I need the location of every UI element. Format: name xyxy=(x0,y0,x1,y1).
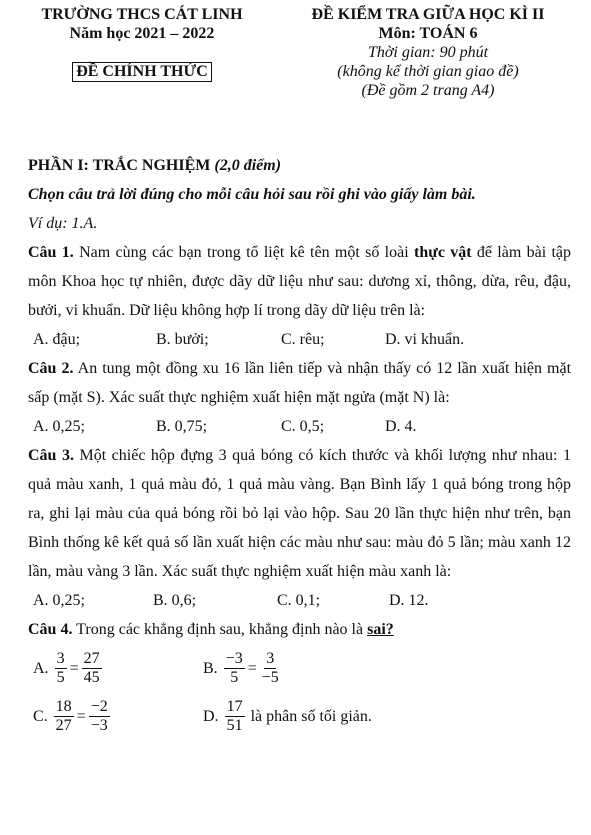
exam-title: ĐỀ KIỂM TRA GIỮA HỌC KÌ II xyxy=(311,6,545,23)
question-3: Câu 3. Một chiếc hộp đựng 3 quả bóng có kích thước và khối lượng như nhau: 1 quả màu xanh, 1 quả màu đỏ, 1 quả màu vàng. Bạn Bình lấy 1 quả bóng trong hộp ra, ghi lại màu của quả bóng rồi bỏ lại vào hộp. Sau 20 lần thực hiện như trên, bạn Bình thống kê kết quả số lần xuất hiện các màu như sau: màu đỏ 5 lần; màu xanh 12 lần, màu vàng 3 lần. Xác suất thực nghiệm xuất hiện màu xanh là: xyxy=(28,447,572,580)
option-b: B. $\frac{-3}{5}$ = $\frac{3}{-5}$ xyxy=(203,649,279,686)
exam-time: Thời gian: 90 phút xyxy=(367,44,489,61)
option: B. 0,6; xyxy=(153,592,197,609)
question-2: Câu 2. An tung một đồng xu 16 lần liên tiếp và nhận thấy có 12 lần xuất hiện mặt sấp (mặt S). Xác suất thực nghiệm xuất hiện mặt ngửa (mặt N) là: xyxy=(28,360,572,406)
question-label: Câu 4. xyxy=(28,621,73,638)
fraction: $\frac{27}{45}$ xyxy=(83,649,100,686)
option: A. 0,25; xyxy=(33,418,85,435)
question-2-options xyxy=(28,412,571,441)
option: D. 12. xyxy=(389,592,429,609)
question-4-options-row-2 xyxy=(28,692,571,740)
school-year: Năm học 2021 – 2022 xyxy=(69,25,215,42)
emphasis-wrong: sai? xyxy=(367,621,394,638)
option: A. đậu; xyxy=(33,331,81,348)
header-right xyxy=(278,5,578,100)
fraction: $\frac{3}{5}$ xyxy=(56,649,65,686)
fraction: $\frac{17}{51}$ xyxy=(226,697,243,734)
equals-sign: = xyxy=(76,707,86,725)
option: D. vi khuẩn. xyxy=(385,331,465,348)
example: Ví dụ: 1.A. xyxy=(28,215,98,232)
official-badge: ĐỀ CHÍNH THỨC xyxy=(72,62,212,82)
exam-body xyxy=(28,151,571,740)
option-c: C. $\frac{18}{27}$ = $\frac{-2}{-3}$ xyxy=(33,697,108,734)
option: C. 0,1; xyxy=(277,592,321,609)
question-1-options xyxy=(28,325,571,354)
exam-time-note: (không kể thời gian giao đề) xyxy=(337,63,519,80)
fraction: $\frac{18}{27}$ xyxy=(55,697,72,734)
equals-sign: = xyxy=(247,659,257,677)
fraction: $\frac{3}{-5}$ xyxy=(261,649,279,686)
option: B. bưởi; xyxy=(156,331,209,348)
equals-sign: = xyxy=(69,659,79,677)
question-1: Câu 1. Nam cùng các bạn trong tổ liệt kê tên một số loài thực vật để làm bài tập môn Khoa học tự nhiên, được dãy dữ liệu như sau: dương xỉ, thông, dừa, rêu, đậu, bưởi, vi khuẩn. Dữ liệu không hợp lí trong dãy dữ liệu trên là: xyxy=(28,244,572,319)
fraction: $\frac{-2}{-3}$ xyxy=(90,697,108,734)
fraction: $\frac{-3}{5}$ xyxy=(225,649,243,686)
exam-pages: (Đề gồm 2 trang A4) xyxy=(361,82,495,99)
section-points: (2,0 điểm) xyxy=(214,157,282,174)
header-left xyxy=(24,5,260,82)
option: C. 0,5; xyxy=(281,418,325,435)
exam-subject: Môn: TOÁN 6 xyxy=(378,25,478,42)
question-label: Câu 2. xyxy=(28,360,74,377)
question-label: Câu 1. xyxy=(28,244,74,261)
option: D. 4. xyxy=(385,418,417,435)
instruction: Chọn câu trả lời đúng cho mỗi câu hỏi sau rồi ghi vào giấy làm bài. xyxy=(28,186,476,203)
section-title: PHẦN I: TRẮC NGHIỆM (2,0 điểm) xyxy=(28,157,282,174)
question-3-options xyxy=(28,586,571,615)
question-4-options-row-1 xyxy=(28,644,571,692)
option: A. 0,25; xyxy=(33,592,85,609)
question-4: Câu 4. Trong các khẳng định sau, khẳng định nào là sai? xyxy=(28,621,394,638)
option-a: A. $\frac{3}{5}$ = $\frac{27}{45}$ xyxy=(33,649,100,686)
school-name: TRƯỜNG THCS CÁT LINH xyxy=(41,6,243,23)
option: B. 0,75; xyxy=(156,418,208,435)
option: C. rêu; xyxy=(281,331,325,348)
question-label: Câu 3. xyxy=(28,447,74,464)
option-d: D. $\frac{17}{51}$ là phân số tối giản. xyxy=(203,697,372,734)
